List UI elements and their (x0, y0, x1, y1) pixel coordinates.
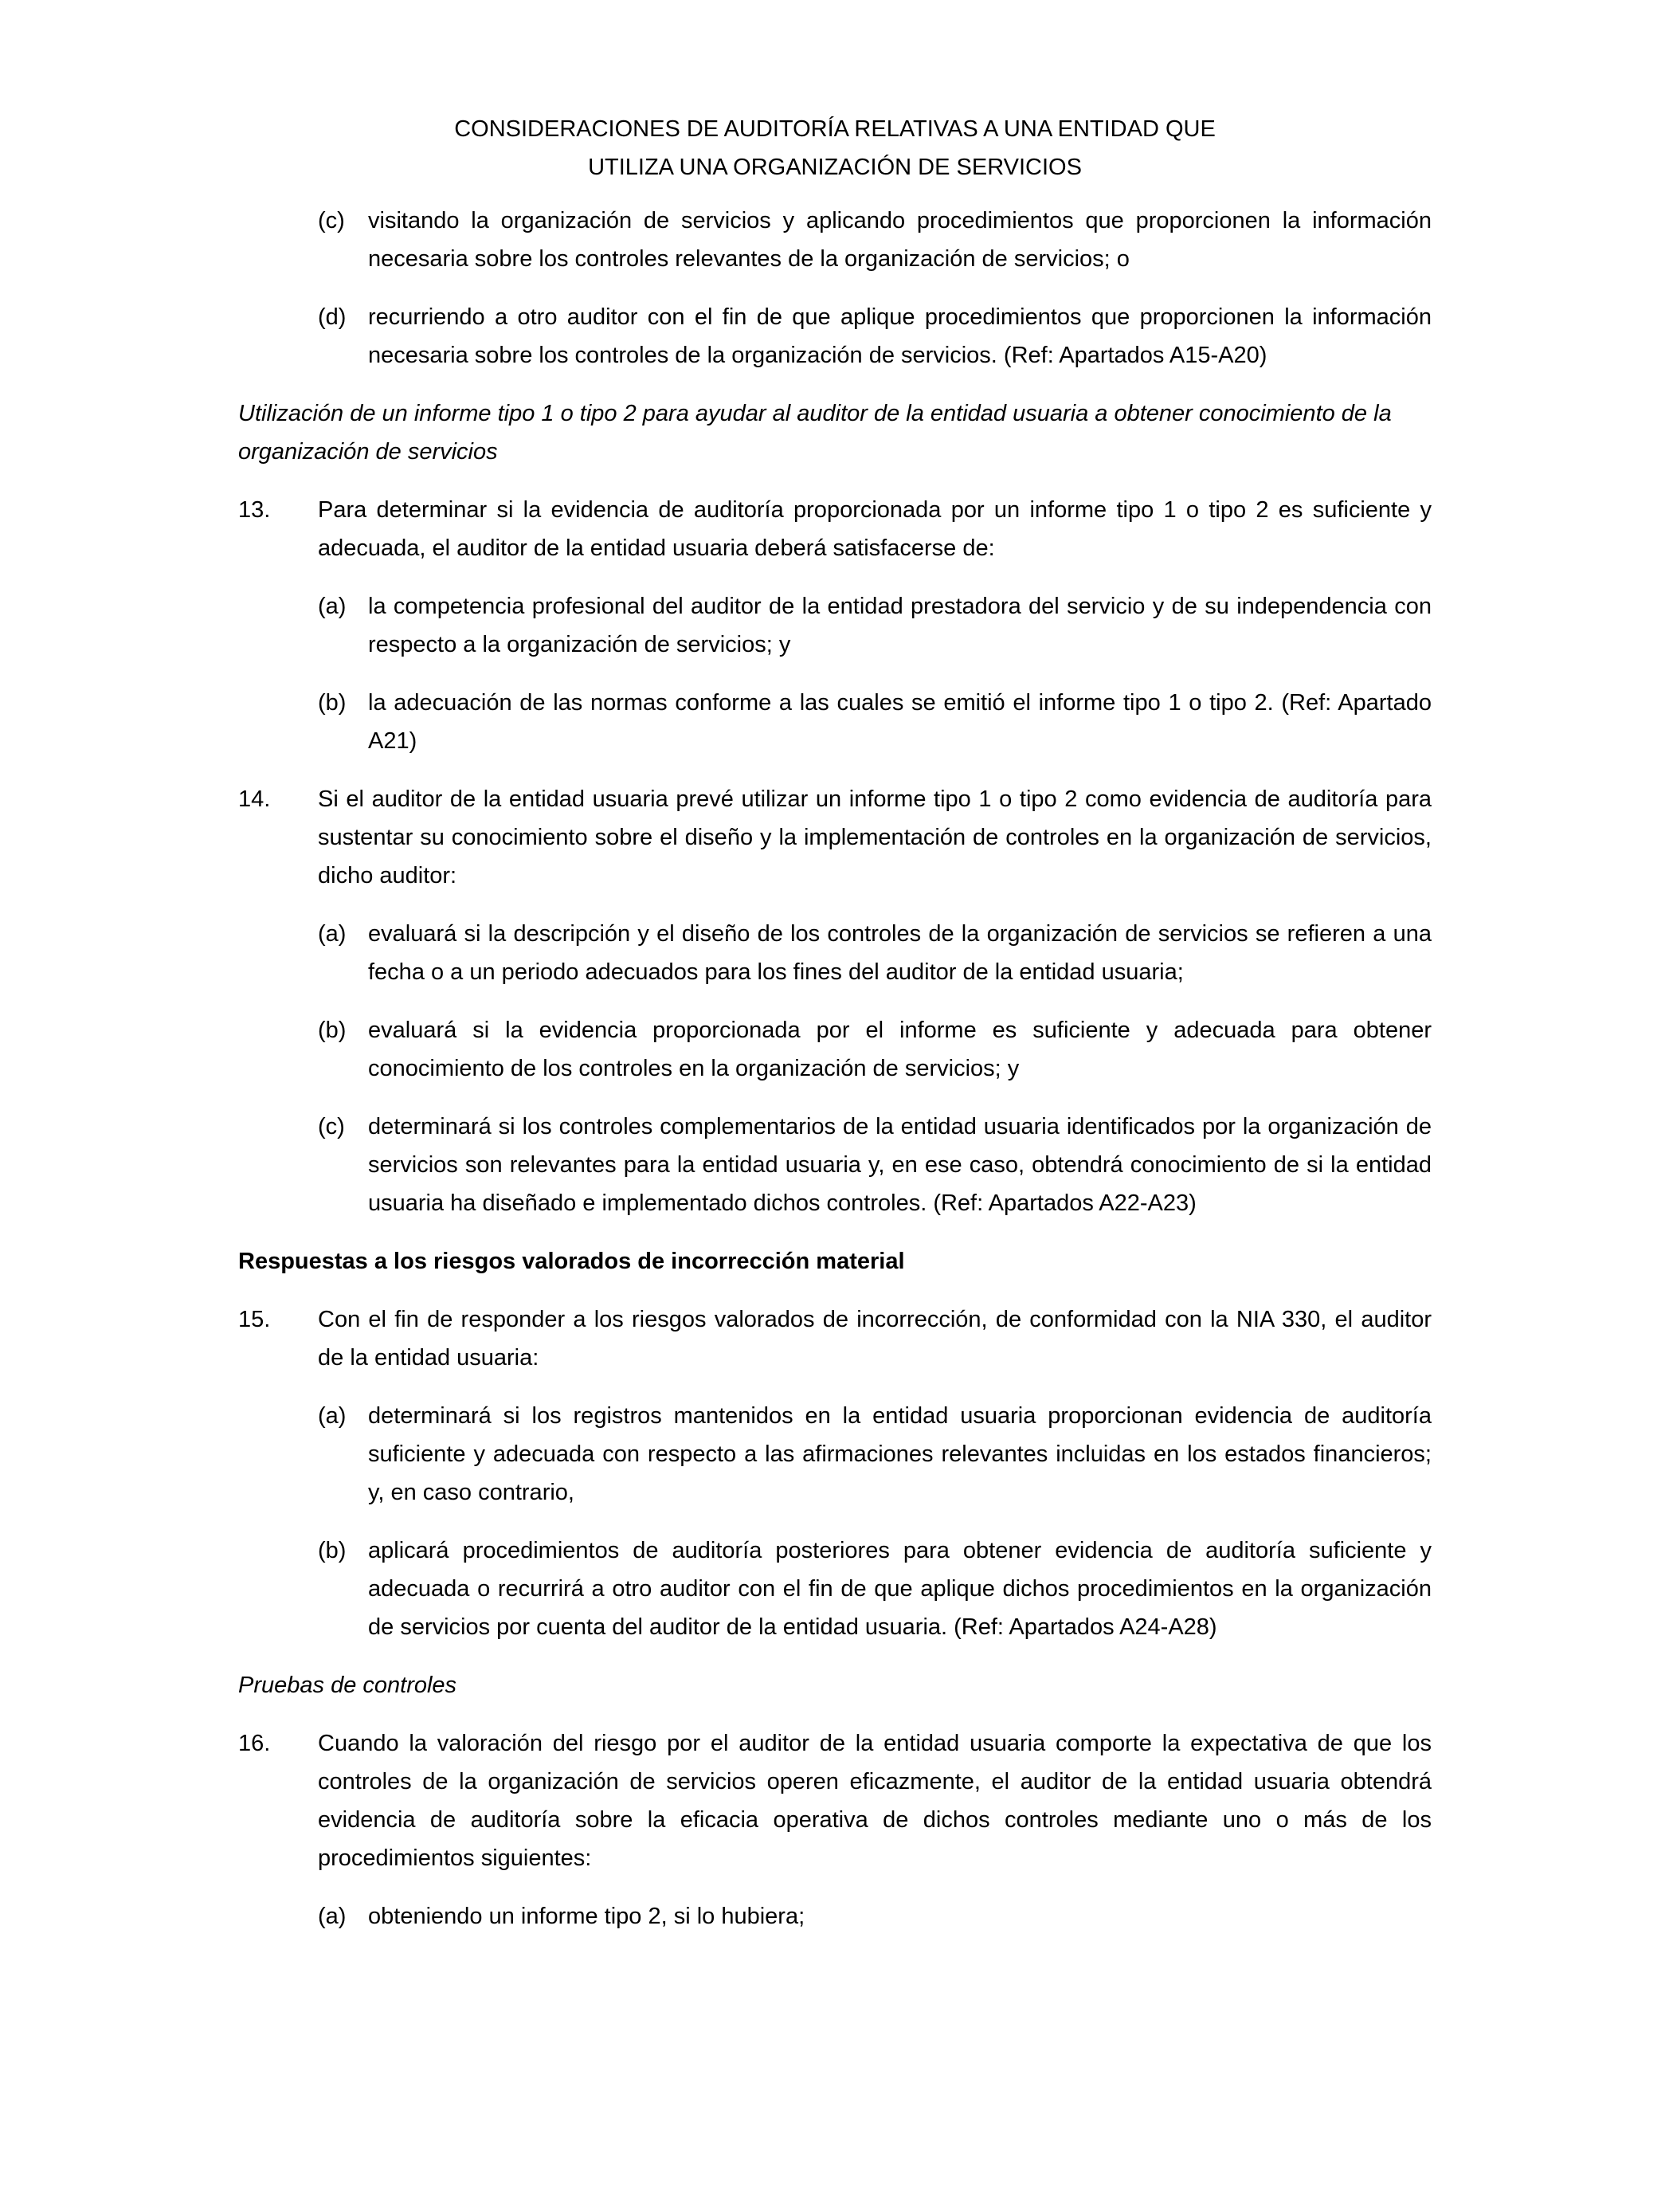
list-item-text: la competencia profesional del auditor de la entidad prestadora del servicio y de su independencia con respecto a la organización de servicios; y (368, 594, 1432, 657)
paragraph-15 (238, 1300, 1432, 1377)
list-item-text: determinará si los controles complementarios de la entidad usuaria identificados por la organización de servicios son relevantes para la entidad usuaria y, en ese caso, obtendrá conocimiento de si la entidad usuaria ha diseñado e implementado dichos controles. (Ref: Apartados A22-A23) (368, 1114, 1432, 1216)
list-item-13a (318, 587, 1432, 664)
paragraph-text: Si el auditor de la entidad usuaria prevé utilizar un informe tipo 1 o tipo 2 como evidencia de auditoría para sustentar su conocimiento sobre el diseño y la implementación de controles en la organización de servicios, dicho auditor: (318, 786, 1432, 888)
list-item-14a (318, 915, 1432, 991)
list-item-15b (318, 1532, 1432, 1646)
list-item-14b (318, 1011, 1432, 1088)
list-item-text: recurriendo a otro auditor con el fin de que aplique procedimientos que proporcionen la información necesaria sobre los controles de la organización de servicios. (Ref: Apartados A15-A20) (368, 304, 1432, 368)
paragraph-number: 16. (238, 1731, 271, 1756)
title-line-1: CONSIDERACIONES DE AUDITORÍA RELATIVAS A UNA ENTIDAD QUE (454, 116, 1216, 142)
list-item-text: evaluará si la evidencia proporcionada por el informe es suficiente y adecuada para obtener conocimiento de los controles en la organización de servicios; y (368, 1018, 1432, 1081)
paragraph-14 (238, 780, 1432, 895)
list-item-label: (c) (318, 208, 345, 233)
list-item-text: evaluará si la descripción y el diseño de los controles de la organización de servicios se refieren a una fecha o a un periodo adecuados para los fines del auditor de la entidad usuaria; (368, 921, 1432, 985)
list-item-14c (318, 1108, 1432, 1222)
list-item-label: (b) (318, 1018, 347, 1043)
paragraph-text: Para determinar si la evidencia de auditoría proporcionada por un informe tipo 1 o tipo 2 es suficiente y adecuada, el auditor de la entidad usuaria deberá satisfacerse de: (318, 497, 1432, 561)
list-item-text: obteniendo un informe tipo 2, si lo hubiera; (368, 1904, 805, 1929)
list-item-label: (a) (318, 921, 347, 947)
paragraph-number: 15. (238, 1307, 271, 1332)
paragraph-text: Cuando la valoración del riesgo por el auditor de la entidad usuaria comporte la expectativa de que los controles de la organización de servicios operen eficazmente, el auditor de la entidad usuaria obtendrá evidencia de auditoría sobre la eficacia operativa de dichos controles mediante uno o más de los procedimientos siguientes: (318, 1731, 1432, 1871)
section-heading-informe-tipo: Utilización de un informe tipo 1 o tipo 2 para ayudar al auditor de la entidad usuaria a obtener conocimiento de la organización de servicios (238, 401, 1392, 465)
document-title (238, 110, 1432, 186)
list-item-label: (b) (318, 1538, 347, 1563)
list-item-label: (c) (318, 1114, 345, 1139)
list-item-13b (318, 684, 1432, 760)
list-item-text: visitando la organización de servicios y aplicando procedimientos que proporcionen la información necesaria sobre los controles relevantes de la organización de servicios; o (368, 208, 1432, 272)
list-item-label: (a) (318, 1904, 347, 1929)
list-item-label: (a) (318, 1403, 347, 1429)
list-item-text: aplicará procedimientos de auditoría posteriores para obtener evidencia de auditoría suficiente y adecuada o recurrirá a otro auditor con el fin de que aplique dichos procedimientos en la organización de servicios por cuenta del auditor de la entidad usuaria. (Ref: Apartados A24-A28) (368, 1538, 1432, 1640)
paragraph-number: 14. (238, 786, 271, 812)
list-item-label: (b) (318, 690, 347, 716)
paragraph-13 (238, 491, 1432, 567)
list-item-16a (318, 1897, 1432, 1936)
title-line-2: UTILIZA UNA ORGANIZACIÓN DE SERVICIOS (588, 155, 1082, 180)
list-item-c-prev (318, 202, 1432, 278)
list-item-d-prev (318, 298, 1432, 375)
list-item-text: la adecuación de las normas conforme a las cuales se emitió el informe tipo 1 o tipo 2. (Ref: Apartado A21) (368, 690, 1432, 754)
paragraph-number: 13. (238, 497, 271, 523)
paragraph-16 (238, 1724, 1432, 1877)
section-heading-pruebas: Pruebas de controles (238, 1673, 457, 1698)
list-item-text: determinará si los registros mantenidos en la entidad usuaria proporcionan evidencia de auditoría suficiente y adecuada con respecto a las afirmaciones relevantes incluidas en los estados financieros; y, en caso contrario, (368, 1403, 1432, 1505)
paragraph-text: Con el fin de responder a los riesgos valorados de incorrección, de conformidad con la NIA 330, el auditor de la entidad usuaria: (318, 1307, 1432, 1371)
list-item-label: (d) (318, 304, 347, 330)
list-item-15a (318, 1397, 1432, 1512)
list-item-label: (a) (318, 594, 347, 619)
section-heading-respuestas: Respuestas a los riesgos valorados de incorrección material (238, 1249, 905, 1274)
